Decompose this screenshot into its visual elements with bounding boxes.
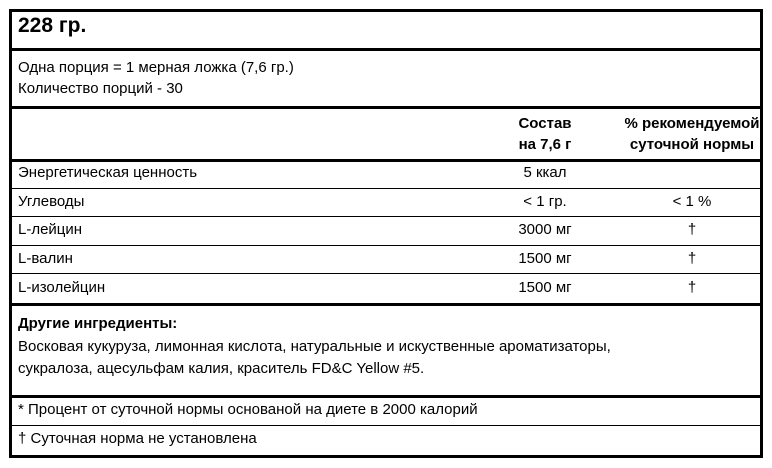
- divider: [12, 303, 760, 306]
- other-ingredients-line1: Восковая кукуруза, лимонная кислота, натуральные и искуственные ароматизаторы,: [18, 338, 611, 355]
- divider: [12, 48, 760, 51]
- nutrient-name: Углеводы: [18, 193, 85, 210]
- row-divider: [12, 273, 760, 274]
- nutrient-amount: < 1 гр.: [523, 193, 567, 210]
- other-ingredients-line2: сукралоза, ацесульфам калия, краситель FD&C Yellow #5.: [18, 360, 425, 377]
- nutrient-dv: †: [687, 279, 697, 296]
- row-divider: [12, 425, 760, 426]
- package-weight-title: 228 гр.: [18, 14, 87, 37]
- row-divider: [12, 216, 760, 217]
- row-divider: [12, 188, 760, 189]
- divider: [12, 106, 760, 109]
- nutrient-amount: 1500 мг: [518, 279, 572, 296]
- nutrient-amount: 5 ккал: [523, 164, 567, 181]
- dv-header-line2: суточной нормы: [629, 136, 755, 153]
- footnote-daily-value: * Процент от суточной нормы основаной на диете в 2000 калорий: [18, 401, 478, 418]
- nutrient-amount: 1500 мг: [518, 250, 572, 267]
- footnote-not-established: † Суточная норма не установлена: [18, 430, 257, 447]
- dv-header-line1: % рекомендуемой: [624, 115, 760, 132]
- nutrient-amount: 3000 мг: [518, 221, 572, 238]
- row-divider: [12, 245, 760, 246]
- nutrient-dv: < 1 %: [672, 193, 712, 210]
- nutrient-dv: †: [687, 250, 697, 267]
- servings-count-text: Количество порций - 30: [18, 80, 183, 97]
- nutrition-facts-panel: [9, 9, 763, 458]
- nutrient-dv: †: [687, 221, 697, 238]
- serving-size-text: Одна порция = 1 мерная ложка (7,6 гр.): [18, 59, 294, 76]
- amount-header-line2: на 7,6 г: [518, 136, 572, 153]
- nutrient-name: Энергетическая ценность: [18, 164, 198, 181]
- divider: [12, 395, 760, 398]
- nutrient-name: L-изолейцин: [18, 279, 106, 296]
- amount-header-line1: Состав: [518, 115, 572, 132]
- nutrient-name: L-валин: [18, 250, 73, 267]
- other-ingredients-heading: Другие ингредиенты:: [18, 315, 178, 332]
- nutrient-name: L-лейцин: [18, 221, 83, 238]
